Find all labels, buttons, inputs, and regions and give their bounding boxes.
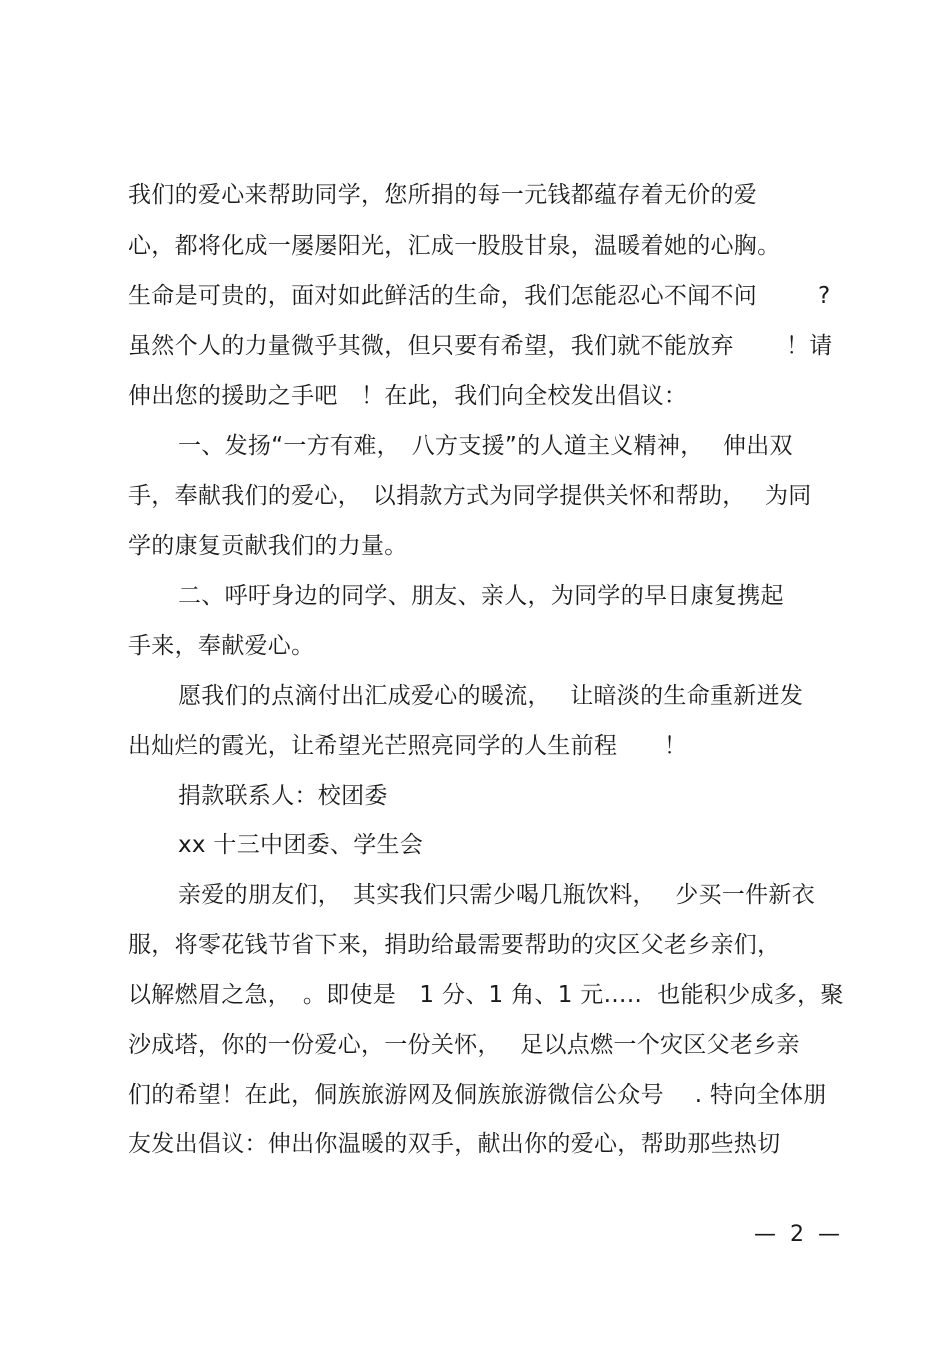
page-number: — 2 — — [754, 1222, 840, 1247]
text-line: 二、呼吁身边的同学、朋友、亲人，为同学的早日康复携起 — [178, 583, 784, 609]
text-line: 手来，奉献爱心。 — [128, 633, 315, 659]
text-line: 友发出倡议：伸出你温暖的双手，献出你的爱心，帮助那些热切 — [128, 1131, 781, 1157]
text-line: 一、发扬“一方有难， 八方支援”的人道主义精神， 伸出双 — [178, 433, 793, 459]
text-line: 们的希望！在此，侗族旅游网及侗族旅游微信公众号 . 特向全体朋 — [128, 1082, 827, 1108]
text-line: 伸出您的援助之手吧 ！在此，我们向全校发出倡议： — [128, 383, 688, 409]
text-line: 心，都将化成一屡屡阳光，汇成一股股甘泉，温暖着她的心胸。 — [128, 233, 781, 259]
text-line: 以解燃眉之急， 。即使是 1 分、1 角、1 元….. 也能积少成多，聚 — [128, 982, 844, 1008]
text-line: ? — [818, 283, 831, 309]
text-line: 捐款联系人：校团委 — [178, 783, 388, 809]
text-line: 沙成塔，你的一份爱心，一份关怀， 足以点燃一个灾区父老乡亲 — [128, 1032, 800, 1058]
text-line: 愿我们的点滴付出汇成爱心的暖流， 让暗淡的生命重新迸发 — [178, 683, 804, 709]
text-line: 虽然个人的力量微乎其微，但只要有希望，我们就不能放弃 — [128, 333, 734, 359]
text-line: 出灿烂的霞光，让希望光芒照亮同学的人生前程 ！ — [128, 733, 688, 759]
text-line: 我们的爱心来帮助同学，您所捐的每一元钱都蕴存着无价的爱 — [128, 182, 758, 208]
text-line: 手，奉献我们的爱心， 以捐款方式为同学提供关怀和帮助， 为同 — [128, 483, 812, 509]
text-line: 学的康复贡献我们的力量。 — [128, 533, 408, 559]
text-line: ！请 — [786, 333, 833, 359]
text-line: 生命是可贵的，面对如此鲜活的生命，我们怎能忍心不闻不问 — [128, 283, 758, 309]
text-line: 服，将零花钱节省下来，捐助给最需要帮助的灾区父老乡亲们， — [128, 932, 781, 958]
text-line: xx 十三中团委、学生会 — [178, 832, 424, 858]
text-line: 亲爱的朋友们， 其实我们只需少喝几瓶饮料， 少买一件新衣 — [178, 882, 816, 908]
